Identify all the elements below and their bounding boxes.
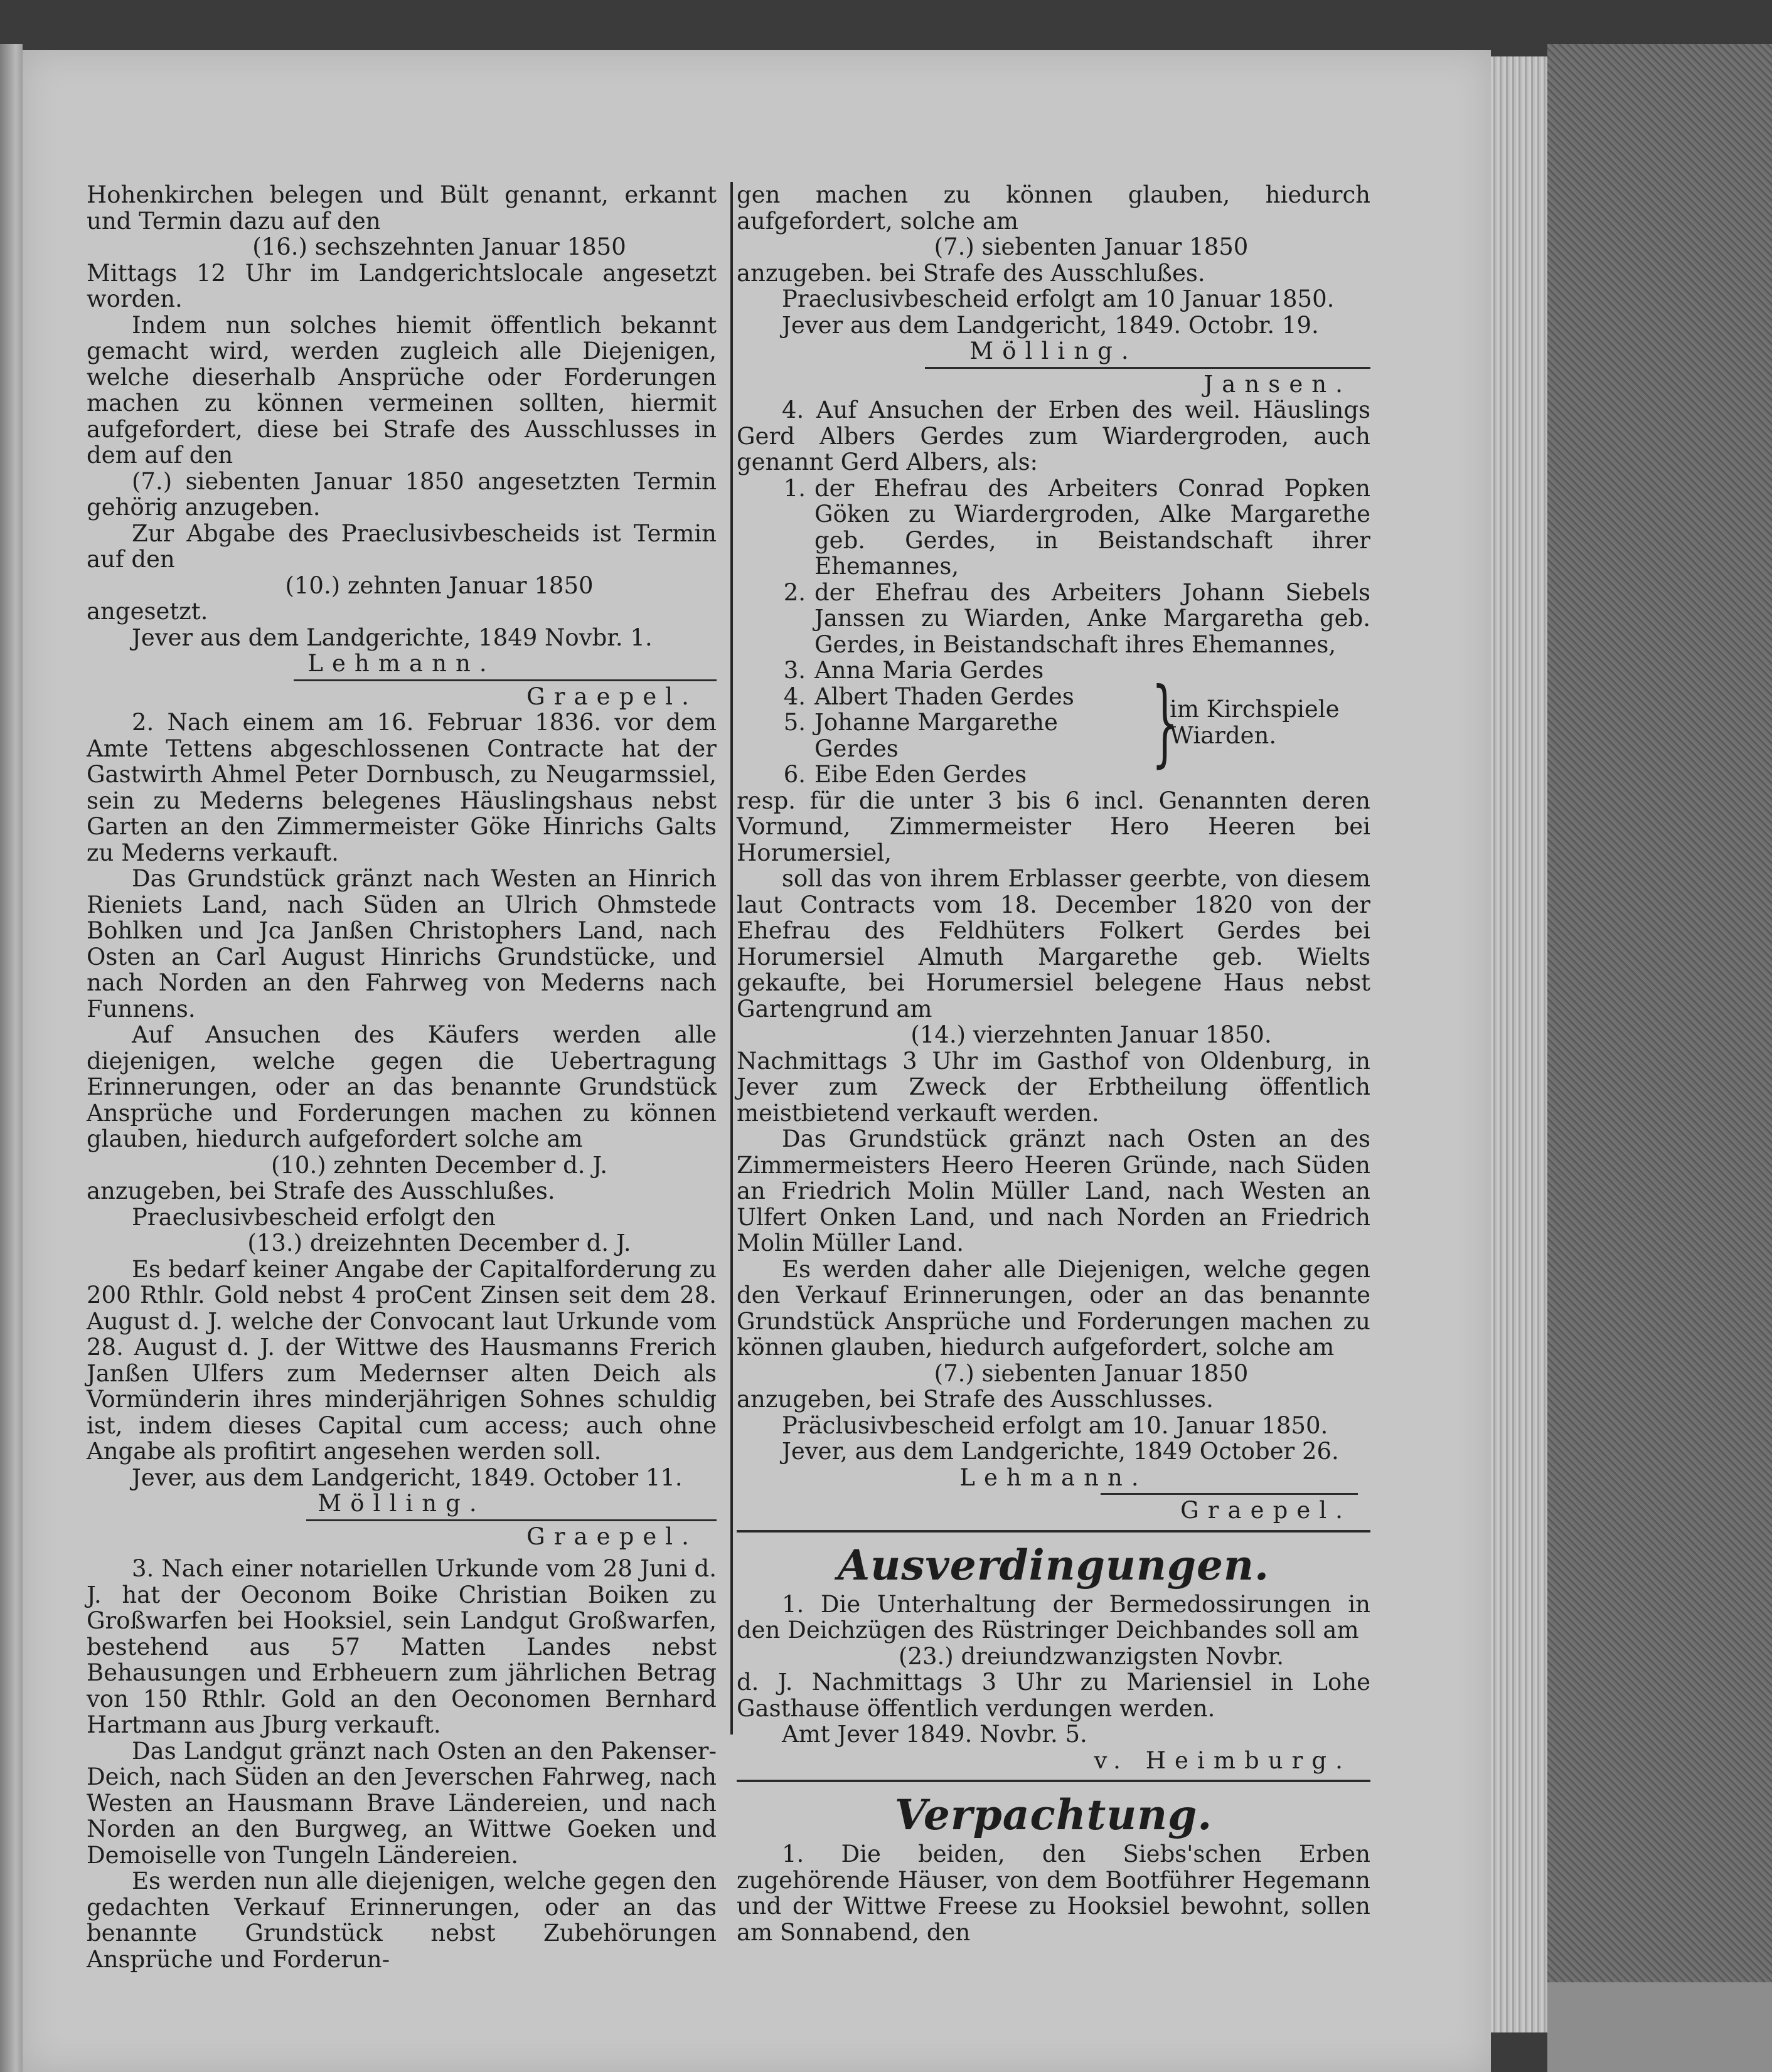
paragraph: Mittags 12 Uhr im Landgerichtslocale angesetzt worden. (87, 259, 717, 312)
column-divider (730, 182, 733, 1735)
list-text: Eibe Eden Gerdes (814, 761, 1027, 788)
paragraph: anzugeben, bei Strafe des Ausschlusses. (737, 1386, 1214, 1413)
signature-name: Lehmann. (307, 650, 496, 677)
paragraph: d. J. Nachmittags 3 Uhr zu Mariensiel in Lohe Gasthause öffentlich verdungen werden. (737, 1669, 1370, 1722)
date-line: (10.) zehnten Januar 1850 (285, 571, 594, 599)
list-item (737, 475, 1370, 580)
notice-2-paragraph: 2. Nach einem am 16. Februar 1836. vor dem Amte Tettens abgeschlossenen Contracte hat der Gastwirth Ahmel Peter Dornbusch, zu Neugarmssiel, sein zu Mederns belegenes Häuslingshaus nebst Garten an den Zimmermeister Göke Hinrichs Galts zu Mederns verkauft. (87, 709, 717, 866)
dateline: Amt Jever 1849. Novbr. 5. (782, 1721, 1087, 1748)
signature-rule (925, 367, 1370, 369)
paragraph: angesetzt. (87, 598, 208, 625)
list-number: 2. (783, 578, 806, 606)
section-heading-ausverdingungen: Ausverdingungen. (838, 1540, 1269, 1590)
notice-3-paragraph: Es werden nun alle diejenigen, welche gegen den gedachten Verkauf Erinnerungen, oder an das benannte Grundstück nebst Zubehörungen Ansprüche und Forderun- (87, 1867, 717, 1973)
paragraph: anzugeben. bei Strafe des Ausschlußes. (737, 259, 1205, 287)
notice-4-paragraph: Das Grundstück gränzt nach Osten an des Zimmermeisters Heero Heeren Gründe, nach Süden an Friedrich Molin Müller Land, nach Westen an Ulfert Onken Land, und nach Norden an Friedrich Molin Müller Land. (737, 1125, 1370, 1256)
paragraph: Praeclusivbescheid erfolgt am 10 Januar 1850. (782, 285, 1335, 312)
list-text: der Ehefrau des Arbeiters Johann Siebels Janssen zu Wiarden, Anke Margaretha geb. Gerdes, in Beistandschaft ihres Ehemannes, (814, 578, 1370, 658)
dateline: Jever, aus dem Landgericht, 1849. October 11. (132, 1464, 683, 1491)
heirs-list (737, 475, 1370, 658)
book-cover-corner (1547, 1982, 1772, 2072)
notice-2-paragraph: Es bedarf keiner Angabe der Capitalforderung zu 200 Rthlr. Gold nebst 4 proCent Zinsen seit dem 28. August d. J. welche der Convocant laut Urkunde vom 28. August d. J. der Wittwe des Hausmanns Frerich Janßen Ulfers zum Medernser alten Deich als Vormünderin ihres minderjährigen Sohnes schuldig ist, indem dieses Capital cum access; auch ohne Angabe als profitirt angesehen werden soll. (87, 1255, 717, 1465)
signature-rule (1101, 1493, 1358, 1495)
notice-3-paragraph: Das Landgut gränzt nach Osten an den Pakenser-Deich, nach Süden an den Jeverschen Fahrweg, nach Westen an Hausmann Brave Ländereien, und nach Norden an den Burgweg, an Wittwe Goeken und Demoiselle von Tungeln Ländereien. (87, 1737, 717, 1869)
right-column (737, 182, 1370, 1945)
curly-brace-glyph: } (1151, 667, 1178, 777)
signature-rule (306, 1519, 717, 1521)
signature-name: Graepel. (1180, 1497, 1352, 1524)
paragraph: 1. Die beiden, den Siebs'schen Erben zugehörende Häuser, von dem Bootführer Hegemann und der Wittwe Freese zu Hooksiel bewohnt, sollen am Sonnabend, den (737, 1841, 1370, 1946)
section-divider (737, 1780, 1370, 1782)
paragraph: Präclusivbescheid erfolgt am 10. Januar 1850. (782, 1411, 1328, 1439)
signature-name: Mölling. (969, 337, 1138, 364)
heirs-place: im Kirchspiele Wiarden. (1170, 696, 1340, 749)
notice-2-paragraph: Das Grundstück gränzt nach Westen an Hinrich Rieniets Land, nach Süden an Ulrich Ohmstede Bohlken und Jca Janßen Christophers Land, nach Osten an Carl August Hinrichs Grundstücke, und nach Norden an den Fahrweg von Mederns nach Funnens. (87, 865, 717, 1023)
dateline: Jever, aus dem Landgerichte, 1849 October 26. (782, 1438, 1339, 1465)
signature-name: Mölling. (318, 1490, 486, 1517)
list-number: 5. (783, 709, 806, 736)
notice-4-paragraph: Nachmittags 3 Uhr im Gasthof von Oldenburg, in Jever zum Zweck der Erbtheilung öffentlich meistbietend verkauft werden. (737, 1047, 1370, 1127)
date-line: (7.) siebenten Januar 1850 (934, 1359, 1249, 1387)
signature-name: Graepel. (526, 683, 698, 710)
notice-4-paragraph: soll das von ihrem Erblasser geerbte, von diesem laut Contracts vom 18. December 1820 von der Ehefrau des Feldhüters Folkert Gerdes bei Horumersiel Almuth Margarethe geb. Wielts gekaufte, bei Horumersiel belegene Haus nebst Gartengrund am (737, 865, 1370, 1023)
heirs-group (737, 657, 1370, 788)
list-number: 4. (783, 683, 806, 710)
dateline: Jever aus dem Landgericht, 1849. Octobr. 19. (782, 311, 1319, 339)
paragraph: Zur Abgabe des Praeclusivbescheids ist Termin auf den (87, 519, 717, 573)
list-text: Albert Thaden Gerdes (814, 683, 1074, 710)
date-line: (13.) dreizehnten December d. J. (247, 1230, 631, 1256)
paragraph: anzugeben, bei Strafe des Ausschlußes. (87, 1177, 555, 1204)
notice-2-paragraph: Auf Ansuchen des Käufers werden alle diejenigen, welche gegen die Uebertragung Erinnerungen, oder an das benannte Grundstück Ansprüche und Forderungen machen zu können glauben, hiedurch aufgefordert solche am (87, 1021, 717, 1152)
heirs-group-names (737, 657, 1145, 788)
signature-name: Graepel. (526, 1522, 698, 1550)
notice-4-paragraph: Es werden daher alle Diejenigen, welche gegen den Verkauf Erinnerungen, oder an das benannte Grundstück Ansprüche und Forderungen machen zu können glauben, hiedurch aufgefordert, solche am (737, 1255, 1370, 1361)
notice-4-paragraph: 4. Auf Ansuchen der Erben des weil. Häuslings Gerd Albers Gerdes zum Wiardergroden, auch genannt Gerd Albers, als: (737, 396, 1370, 475)
section-divider (737, 1530, 1370, 1533)
list-number: 1. (783, 474, 806, 502)
date-line: (16.) sechszehnten Januar 1850 (252, 233, 626, 260)
previous-page-edge (0, 44, 23, 2072)
date-line: (23.) dreiundzwanzigsten Novbr. (899, 1642, 1284, 1670)
signature-name: v. Heimburg. (1094, 1746, 1352, 1774)
date-line: (10.) zehnten December d. J. (270, 1151, 608, 1179)
list-number: 3. (783, 657, 806, 684)
list-item (737, 580, 1370, 658)
page-stack-edges (1491, 56, 1547, 2032)
signature-name: Jansen. (1204, 370, 1352, 398)
date-line: (14.) vierzehnten Januar 1850. (910, 1021, 1272, 1048)
signature-name: Lehmann. (959, 1464, 1148, 1491)
paragraph: Hohenkirchen belegen und Bült genannt, erkannt und Termin dazu auf den (87, 181, 717, 235)
dateline: Jever aus dem Landgerichte, 1849 Novbr. 1. (132, 624, 653, 651)
paragraph: gen machen zu können glauben, hiedurch aufgefordert, solche am (737, 181, 1370, 235)
list-number: 6. (783, 761, 806, 788)
paragraph: Praeclusivbescheid erfolgt den (132, 1203, 496, 1231)
list-text: Anna Maria Gerdes (814, 657, 1044, 684)
list-text: Johanne Margarethe Gerdes (814, 709, 1058, 762)
list-item (737, 762, 1145, 788)
list-item (737, 709, 1145, 762)
signature-rule (294, 679, 717, 681)
paragraph: (7.) siebenten Januar 1850 angesetzten Termin gehörig anzugeben. (87, 467, 717, 521)
list-text: der Ehefrau des Arbeiters Conrad Popken Göken zu Wiardergroden, Alke Margarethe geb. Gerdes, in Beistandschaft ihrer Ehemannes, (814, 474, 1370, 580)
date-line: (7.) siebenten Januar 1850 (934, 233, 1249, 260)
paragraph: 1. Die Unterhaltung der Bermedossirungen in den Deichzügen des Rüstringer Deichbandes soll am (737, 1590, 1370, 1644)
book-cover-board (1547, 44, 1772, 2072)
left-column (87, 182, 717, 1972)
list-item (737, 684, 1145, 710)
notice-4-paragraph: resp. für die unter 3 bis 6 incl. Genannten deren Vormund, Zimmermeister Hero Heeren bei Horumersiel, (737, 787, 1370, 866)
section-heading-verpachtung: Verpachtung. (894, 1790, 1213, 1839)
paragraph: Indem nun solches hiemit öffentlich bekannt gemacht wird, werden zugleich alle Diejenigen, welche dieserhalb Ansprüche oder Forderungen machen zu können vermeinen sollten, hiermit aufgefordert, diese bei Strafe des Ausschlusses in dem auf den (87, 311, 717, 469)
notice-3-paragraph: 3. Nach einer notariellen Urkunde vom 28 Juni d. J. hat der Oeconom Boike Christian Boiken zu Großwarfen bei Hooksiel, sein Landgut Großwarfen, bestehend aus 57 Matten Landes nebst Behausungen und Erbheuern zum jährlichen Betrag von 150 Rthlr. Gold an den Oeconomen Bernhard Hartmann aus Jburg verkauft. (87, 1555, 717, 1738)
list-item (737, 657, 1145, 684)
